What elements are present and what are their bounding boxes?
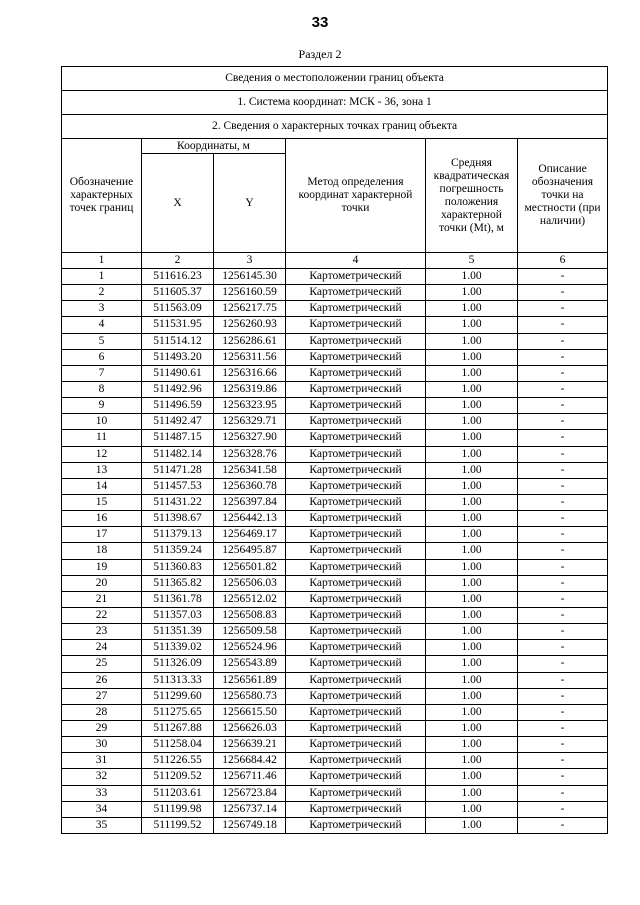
point-number: 3	[62, 301, 142, 317]
coord-y: 1256639.21	[214, 737, 286, 753]
method-cell: Картометрический	[286, 527, 426, 543]
error-cell: 1.00	[426, 543, 518, 559]
error-cell: 1.00	[426, 785, 518, 801]
point-number: 11	[62, 430, 142, 446]
point-number: 6	[62, 349, 142, 365]
method-cell: Картометрический	[286, 656, 426, 672]
coord-x: 511209.52	[142, 769, 214, 785]
table-row	[62, 688, 608, 704]
point-number: 20	[62, 575, 142, 591]
error-cell: 1.00	[426, 269, 518, 285]
method-cell: Картометрический	[286, 720, 426, 736]
error-cell: 1.00	[426, 398, 518, 414]
point-number: 17	[62, 527, 142, 543]
coord-x: 511326.09	[142, 656, 214, 672]
points-caption: 2. Сведения о характерных точках границ объекта	[62, 115, 608, 139]
coord-y: 1256561.89	[214, 672, 286, 688]
table-row	[62, 462, 608, 478]
coord-y: 1256506.03	[214, 575, 286, 591]
point-number: 29	[62, 720, 142, 736]
method-cell: Картометрический	[286, 511, 426, 527]
description-cell: -	[518, 785, 608, 801]
table-row	[62, 817, 608, 833]
method-cell: Картометрический	[286, 317, 426, 333]
point-number: 22	[62, 607, 142, 623]
coord-y: 1256442.13	[214, 511, 286, 527]
column-number: 3	[214, 253, 286, 269]
error-cell: 1.00	[426, 640, 518, 656]
coord-y: 1256327.90	[214, 430, 286, 446]
description-cell: -	[518, 301, 608, 317]
coord-x: 511605.37	[142, 285, 214, 301]
error-cell: 1.00	[426, 688, 518, 704]
coord-y: 1256495.87	[214, 543, 286, 559]
error-cell: 1.00	[426, 414, 518, 430]
coord-y: 1256508.83	[214, 607, 286, 623]
table-row	[62, 317, 608, 333]
description-cell: -	[518, 478, 608, 494]
description-cell: -	[518, 333, 608, 349]
point-number: 19	[62, 559, 142, 575]
method-cell: Картометрический	[286, 769, 426, 785]
page-number: 33	[311, 14, 329, 31]
error-cell: 1.00	[426, 285, 518, 301]
error-cell: 1.00	[426, 349, 518, 365]
description-cell: -	[518, 753, 608, 769]
table-row	[62, 301, 608, 317]
description-cell: -	[518, 591, 608, 607]
table-row	[62, 333, 608, 349]
method-cell: Картометрический	[286, 446, 426, 462]
point-number: 21	[62, 591, 142, 607]
method-cell: Картометрический	[286, 688, 426, 704]
error-cell: 1.00	[426, 656, 518, 672]
coord-y: 1256316.66	[214, 365, 286, 381]
description-cell: -	[518, 462, 608, 478]
coord-x: 511351.39	[142, 624, 214, 640]
method-cell: Картометрический	[286, 430, 426, 446]
coord-x: 511492.47	[142, 414, 214, 430]
error-cell: 1.00	[426, 430, 518, 446]
error-cell: 1.00	[426, 607, 518, 623]
method-cell: Картометрический	[286, 624, 426, 640]
point-number: 14	[62, 478, 142, 494]
coord-y: 1256145.30	[214, 269, 286, 285]
coord-x: 511275.65	[142, 704, 214, 720]
error-cell: 1.00	[426, 365, 518, 381]
description-cell: -	[518, 317, 608, 333]
point-number: 18	[62, 543, 142, 559]
point-number: 2	[62, 285, 142, 301]
point-number: 30	[62, 737, 142, 753]
coord-x: 511339.02	[142, 640, 214, 656]
coord-x: 511313.33	[142, 672, 214, 688]
method-cell: Картометрический	[286, 753, 426, 769]
description-cell: -	[518, 801, 608, 817]
table-row	[62, 607, 608, 623]
column-number: 4	[286, 253, 426, 269]
table-row	[62, 640, 608, 656]
boundary-points-table	[61, 66, 608, 834]
description-cell: -	[518, 575, 608, 591]
section-label: Раздел 2	[298, 47, 342, 61]
header-designation: Обозначение характерных точек границ	[62, 139, 142, 253]
coord-x: 511482.14	[142, 446, 214, 462]
description-cell: -	[518, 607, 608, 623]
description-cell: -	[518, 737, 608, 753]
point-number: 34	[62, 801, 142, 817]
description-cell: -	[518, 817, 608, 833]
point-number: 4	[62, 317, 142, 333]
error-cell: 1.00	[426, 317, 518, 333]
error-cell: 1.00	[426, 817, 518, 833]
header-y: Y	[214, 154, 286, 253]
method-cell: Картометрический	[286, 801, 426, 817]
method-cell: Картометрический	[286, 381, 426, 397]
coord-y: 1256360.78	[214, 478, 286, 494]
error-cell: 1.00	[426, 478, 518, 494]
coord-y: 1256160.59	[214, 285, 286, 301]
coord-y: 1256524.96	[214, 640, 286, 656]
description-cell: -	[518, 494, 608, 510]
error-cell: 1.00	[426, 559, 518, 575]
description-cell: -	[518, 672, 608, 688]
header-description: Описание обозначения точки на местности (при наличии)	[518, 139, 608, 253]
coord-y: 1256397.84	[214, 494, 286, 510]
header-x: X	[142, 154, 214, 253]
error-cell: 1.00	[426, 704, 518, 720]
description-cell: -	[518, 365, 608, 381]
table-row	[62, 769, 608, 785]
description-cell: -	[518, 769, 608, 785]
header-coordinates: Координаты, м	[142, 139, 286, 154]
coord-x: 511357.03	[142, 607, 214, 623]
coord-y: 1256319.86	[214, 381, 286, 397]
error-cell: 1.00	[426, 462, 518, 478]
table-row	[62, 737, 608, 753]
table-row	[62, 624, 608, 640]
description-cell: -	[518, 414, 608, 430]
description-cell: -	[518, 688, 608, 704]
table-row	[62, 656, 608, 672]
coord-y: 1256580.73	[214, 688, 286, 704]
column-number: 5	[426, 253, 518, 269]
method-cell: Картометрический	[286, 543, 426, 559]
coord-x: 511359.24	[142, 543, 214, 559]
coord-x: 511531.95	[142, 317, 214, 333]
method-cell: Картометрический	[286, 591, 426, 607]
coord-x: 511360.83	[142, 559, 214, 575]
coord-y: 1256711.46	[214, 769, 286, 785]
column-number: 1	[62, 253, 142, 269]
method-cell: Картометрический	[286, 817, 426, 833]
table-row	[62, 527, 608, 543]
description-cell: -	[518, 349, 608, 365]
point-number: 13	[62, 462, 142, 478]
description-cell: -	[518, 446, 608, 462]
point-number: 1	[62, 269, 142, 285]
method-cell: Картометрический	[286, 672, 426, 688]
error-cell: 1.00	[426, 720, 518, 736]
coord-x: 511431.22	[142, 494, 214, 510]
method-cell: Картометрический	[286, 478, 426, 494]
table-row	[62, 543, 608, 559]
table-row	[62, 365, 608, 381]
point-number: 9	[62, 398, 142, 414]
table-row	[62, 753, 608, 769]
error-cell: 1.00	[426, 301, 518, 317]
table-row	[62, 478, 608, 494]
point-number: 7	[62, 365, 142, 381]
description-cell: -	[518, 656, 608, 672]
coord-x: 511492.96	[142, 381, 214, 397]
coord-x: 511487.15	[142, 430, 214, 446]
coord-x: 511365.82	[142, 575, 214, 591]
method-cell: Картометрический	[286, 494, 426, 510]
table-row	[62, 349, 608, 365]
method-cell: Картометрический	[286, 269, 426, 285]
point-number: 35	[62, 817, 142, 833]
table-row	[62, 720, 608, 736]
description-cell: -	[518, 720, 608, 736]
table-row	[62, 672, 608, 688]
table-row	[62, 559, 608, 575]
point-number: 32	[62, 769, 142, 785]
error-cell: 1.00	[426, 333, 518, 349]
coord-y: 1256217.75	[214, 301, 286, 317]
point-number: 16	[62, 511, 142, 527]
description-cell: -	[518, 381, 608, 397]
coord-y: 1256286.61	[214, 333, 286, 349]
point-number: 23	[62, 624, 142, 640]
error-cell: 1.00	[426, 753, 518, 769]
error-cell: 1.00	[426, 737, 518, 753]
coord-y: 1256260.93	[214, 317, 286, 333]
point-number: 15	[62, 494, 142, 510]
column-number: 2	[142, 253, 214, 269]
error-cell: 1.00	[426, 494, 518, 510]
point-number: 12	[62, 446, 142, 462]
coord-x: 511496.59	[142, 398, 214, 414]
table-title: Сведения о местоположении границ объекта	[62, 67, 608, 91]
coord-x: 511514.12	[142, 333, 214, 349]
method-cell: Картометрический	[286, 365, 426, 381]
coord-y: 1256615.50	[214, 704, 286, 720]
method-cell: Картометрический	[286, 414, 426, 430]
coord-y: 1256329.71	[214, 414, 286, 430]
coord-x: 511493.20	[142, 349, 214, 365]
table-row	[62, 801, 608, 817]
column-number-row	[62, 253, 608, 269]
table-row	[62, 398, 608, 414]
point-number: 10	[62, 414, 142, 430]
table-row	[62, 591, 608, 607]
error-cell: 1.00	[426, 672, 518, 688]
coord-y: 1256543.89	[214, 656, 286, 672]
table-row	[62, 285, 608, 301]
coord-x: 511361.78	[142, 591, 214, 607]
table-row	[62, 269, 608, 285]
coord-y: 1256737.14	[214, 801, 286, 817]
point-number: 28	[62, 704, 142, 720]
method-cell: Картометрический	[286, 285, 426, 301]
method-cell: Картометрический	[286, 640, 426, 656]
coord-x: 511199.98	[142, 801, 214, 817]
description-cell: -	[518, 704, 608, 720]
table-row	[62, 414, 608, 430]
table-row	[62, 381, 608, 397]
header-method: Метод определения координат характерной точки	[286, 139, 426, 253]
table-row	[62, 430, 608, 446]
method-cell: Картометрический	[286, 785, 426, 801]
method-cell: Картометрический	[286, 704, 426, 720]
coord-y: 1256328.76	[214, 446, 286, 462]
method-cell: Картометрический	[286, 559, 426, 575]
method-cell: Картометрический	[286, 301, 426, 317]
error-cell: 1.00	[426, 591, 518, 607]
description-cell: -	[518, 398, 608, 414]
method-cell: Картометрический	[286, 349, 426, 365]
coord-y: 1256749.18	[214, 817, 286, 833]
description-cell: -	[518, 559, 608, 575]
table-row	[62, 511, 608, 527]
coord-x: 511203.61	[142, 785, 214, 801]
coord-x: 511490.61	[142, 365, 214, 381]
coord-y: 1256501.82	[214, 559, 286, 575]
coord-system-line: 1. Система координат: МСК - 36, зона 1	[62, 91, 608, 115]
column-number: 6	[518, 253, 608, 269]
coord-y: 1256512.02	[214, 591, 286, 607]
error-cell: 1.00	[426, 575, 518, 591]
table-row	[62, 785, 608, 801]
point-number: 5	[62, 333, 142, 349]
header-error: Средняя квадратическая погрешность положения характерной точки (Mt), м	[426, 139, 518, 253]
coord-x: 511379.13	[142, 527, 214, 543]
coord-x: 511398.67	[142, 511, 214, 527]
description-cell: -	[518, 527, 608, 543]
table-row	[62, 704, 608, 720]
coord-x: 511563.09	[142, 301, 214, 317]
table-row	[62, 575, 608, 591]
coord-x: 511258.04	[142, 737, 214, 753]
point-number: 25	[62, 656, 142, 672]
error-cell: 1.00	[426, 446, 518, 462]
coord-x: 511299.60	[142, 688, 214, 704]
method-cell: Картометрический	[286, 333, 426, 349]
coord-y: 1256469.17	[214, 527, 286, 543]
table-row	[62, 446, 608, 462]
description-cell: -	[518, 430, 608, 446]
description-cell: -	[518, 285, 608, 301]
error-cell: 1.00	[426, 381, 518, 397]
point-number: 24	[62, 640, 142, 656]
table-row	[62, 494, 608, 510]
coord-y: 1256311.56	[214, 349, 286, 365]
description-cell: -	[518, 640, 608, 656]
method-cell: Картометрический	[286, 737, 426, 753]
coord-y: 1256684.42	[214, 753, 286, 769]
coord-x: 511226.55	[142, 753, 214, 769]
description-cell: -	[518, 624, 608, 640]
point-number: 26	[62, 672, 142, 688]
error-cell: 1.00	[426, 511, 518, 527]
coord-y: 1256341.58	[214, 462, 286, 478]
coord-y: 1256509.58	[214, 624, 286, 640]
error-cell: 1.00	[426, 801, 518, 817]
description-cell: -	[518, 543, 608, 559]
method-cell: Картометрический	[286, 575, 426, 591]
error-cell: 1.00	[426, 624, 518, 640]
coord-y: 1256723.84	[214, 785, 286, 801]
description-cell: -	[518, 269, 608, 285]
error-cell: 1.00	[426, 527, 518, 543]
coord-x: 511199.52	[142, 817, 214, 833]
method-cell: Картометрический	[286, 398, 426, 414]
description-cell: -	[518, 511, 608, 527]
coord-x: 511267.88	[142, 720, 214, 736]
point-number: 31	[62, 753, 142, 769]
coord-x: 511616.23	[142, 269, 214, 285]
point-number: 8	[62, 381, 142, 397]
point-number: 33	[62, 785, 142, 801]
error-cell: 1.00	[426, 769, 518, 785]
coord-x: 511457.53	[142, 478, 214, 494]
coord-y: 1256626.03	[214, 720, 286, 736]
coord-x: 511471.28	[142, 462, 214, 478]
method-cell: Картометрический	[286, 462, 426, 478]
method-cell: Картометрический	[286, 607, 426, 623]
point-number: 27	[62, 688, 142, 704]
coord-y: 1256323.95	[214, 398, 286, 414]
